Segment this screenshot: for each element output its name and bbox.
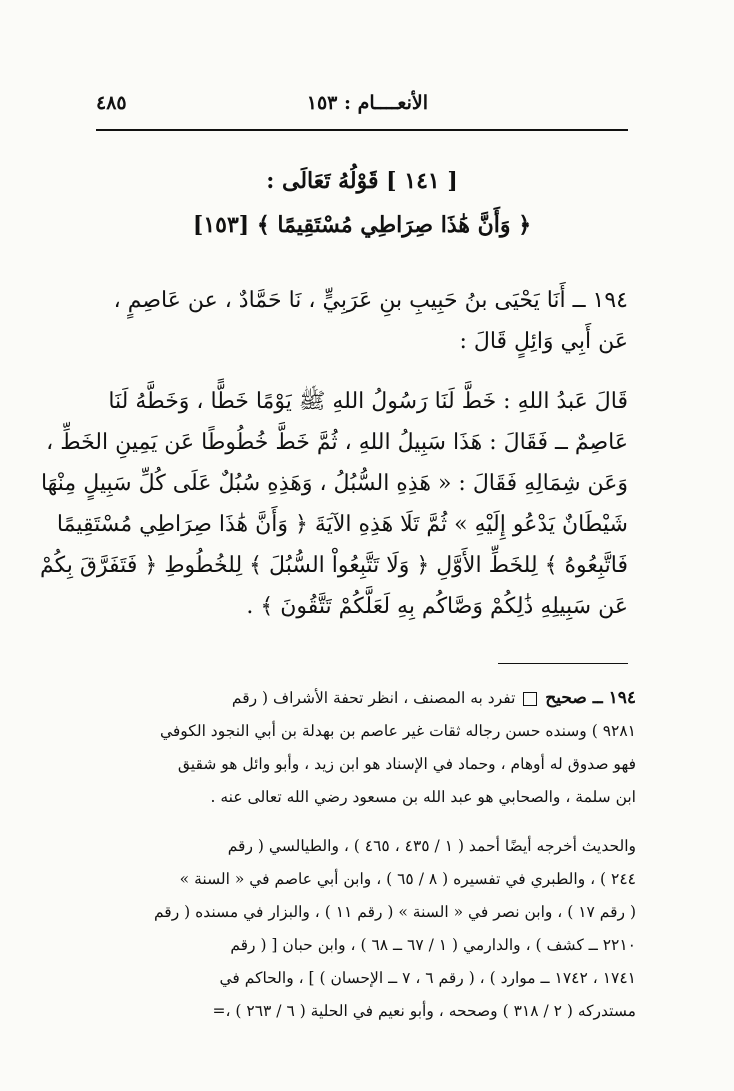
footnote-line: والحديث أخرجه أيضًا أحمد ( ١ / ٤٣٥ ، ٤٦٥ ) ، والطيالسي ( رقم <box>227 837 636 855</box>
matn-line: وَعَن شِمَالِهِ فَقَالَ : « هَذِهِ السُّبُلُ ، وَهَذِهِ سُبُلٌ عَلَى كُلِّ سَبِيلٍ مِنْهَا <box>40 471 628 496</box>
footnote-separator <box>498 663 628 664</box>
matn-line: عَن سَبِيلِهِ ذَٰلِكُمْ وَصَّاكُم بِهِ لَعَلَّكُمْ تَتَّقُونَ ﴾ . <box>246 594 628 619</box>
isnad-line: عَن أَبِي وَائِلٍ قَالَ : <box>459 329 628 354</box>
footnote-sources <box>96 830 636 1028</box>
footnote-text: تفرد به المصنف ، انظر تحفة الأشراف ( رقم <box>231 689 516 707</box>
footnote-line: مستدركه ( ٢ / ٣١٨ ) وصححه ، وأبو نعيم في الحلية ( ٦ / ٢٦٣ ) ،= <box>212 1002 636 1020</box>
footnote-line: فهو صدوق له أوهام ، وحماد في الإسناد هو ابن زيد ، وأبو وائل هو شقيق <box>177 755 636 773</box>
matn-line: فَاتَّبِعُوهُ ﴾ لِلخَطِّ الأَوَّلِ ﴿ وَلَا تَتَّبِعُواْ السُّبُلَ ﴾ لِلخُطُوطِ ﴿ فَتَفَرَّقَ بِكُمْ <box>39 553 628 578</box>
footnote-takhrij <box>96 682 636 814</box>
hadith-isnad <box>96 280 628 362</box>
matn-line: قَالَ عَبدُ اللهِ : خَطَّ لَنَا رَسُولُ اللهِ ﷺ يَوْمًا خَطًّا ، وَخَطَّهُ لَنَا <box>108 389 628 414</box>
matn-line: عَاصِمٌ ــ فَقَالَ : هَذَا سَبِيلُ اللهِ ، ثُمَّ خَطَّ خُطُوطًا عَن يَمِينِ الخَطِّ ، <box>46 430 628 455</box>
verse-heading: ﴿ وَأَنَّ هَٰذَا صِرَاطِي مُسْتَقِيمًا ﴾ [١٥٣] <box>192 212 532 238</box>
footnote-line: ( رقم ١٧ ) ، وابن نصر في « السنة » ( رقم ١١ ) ، والبزار في مسنده ( رقم <box>153 903 636 921</box>
running-header <box>96 92 628 118</box>
matn-line: شَيْطَانٌ يَدْعُو إِلَيْهِ » ثُمَّ تَلَا هَذِهِ الآيَةَ ﴿ وَأَنَّ هَٰذَا صِرَاطِي مُسْتَقِيمًا <box>56 512 628 537</box>
surah-reference: الأنعــــام : ١٥٣ <box>306 92 428 114</box>
footnote-line: ١٧٤١ ، ١٧٤٢ ــ موارد ) ، ( رقم ٦ ، ٧ ــ الإحسان ) ] ، والحاكم في <box>219 969 636 987</box>
header-rule <box>96 129 628 131</box>
footnote-line: ابن سلمة ، والصحابي هو عبد الله بن مسعود رضي الله تعالى عنه . <box>210 788 636 806</box>
footnote-line: ٢٤٤ ) ، والطبري في تفسيره ( ٨ / ٦٥ ) ، وابن أبي عاصم في « السنة » <box>179 870 636 888</box>
hadith-matn <box>39 381 628 627</box>
footnote-grade: ١٩٤ ــ صحيح <box>545 688 636 708</box>
page-number: ٤٨٥ <box>96 92 127 114</box>
square-icon <box>523 692 537 706</box>
section-heading: [ ١٤١ ] قَوْلُهُ تَعَالَى : <box>266 168 458 194</box>
footnote-line: ٢٢١٠ ــ كشف ) ، والدارمي ( ١ / ٦٧ ــ ٦٨ ) ، وابن حبان [ ( رقم <box>230 936 636 954</box>
footnote-line <box>96 682 636 715</box>
isnad-line: ١٩٤ ــ أَنَا يَحْيَى بنُ حَبِيبِ بنِ عَرَبِيٍّ ، نَا حَمَّادٌ ، عن عَاصِمٍ ، <box>113 288 628 313</box>
footnote-line: ٩٢٨١ ) وسنده حسن رجاله ثقات غير عاصم بن بهدلة بن أبي النجود الكوفي <box>159 722 636 740</box>
